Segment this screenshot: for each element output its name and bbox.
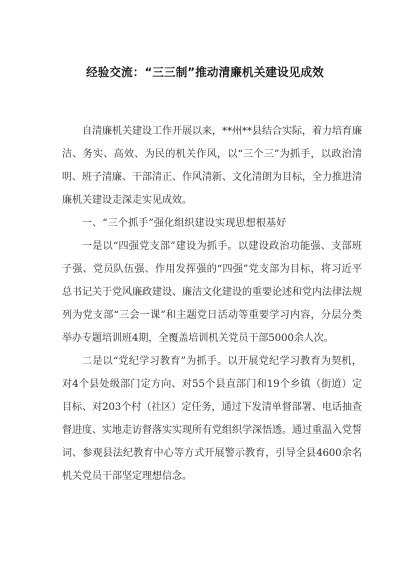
body-paragraph: 一是以“四强党支部”建设为抓手。以建设政治功能强、支部班子强、党员队伍强、作用发挥强的“四强”党支部为目标，将习近平总书记关于党风廉政建设、廉洁文化建设的重要论述和党内法律法规列为党支部“三会一课”和主题党日活动等重要学习内容，分层分类举办专题培训班4期，全覆盖培训机关党员干部5000余人次。 bbox=[62, 241, 362, 344]
body-paragraph: 二是以“党纪学习教育”为抓手。以开展党纪学习教育为契机，对4个县处级部门定方向、对55个县直部门和19个乡镇（街道）定目标、对203个村（社区）定任务，通过下发清单督部署、电话抽查督进度、实地走访督落实实现所有党组织学深悟透。通过重温入党誓词、参观县法纪教育中心等方式开展警示教育，引导全县4600余名机关党员干部坚定理想信念。 bbox=[62, 356, 362, 482]
intro-paragraph: 自清廉机关建设工作开展以来，**州**县结合实际，着力培育廉洁、务实、高效、为民的机关作风，以“三个三”为抓手，以政治清明、班子清廉、干部清正、作风清新、文化清朗为目标，全力推进清廉机关建设走深走实见成效。 bbox=[62, 126, 362, 206]
section-heading: 一、“三个抓手”强化组织建设实现思想根基好 bbox=[82, 218, 287, 229]
document-title: 经验交流：“三三制”推动清廉机关建设见成效 bbox=[86, 65, 324, 79]
document-body bbox=[62, 120, 362, 488]
